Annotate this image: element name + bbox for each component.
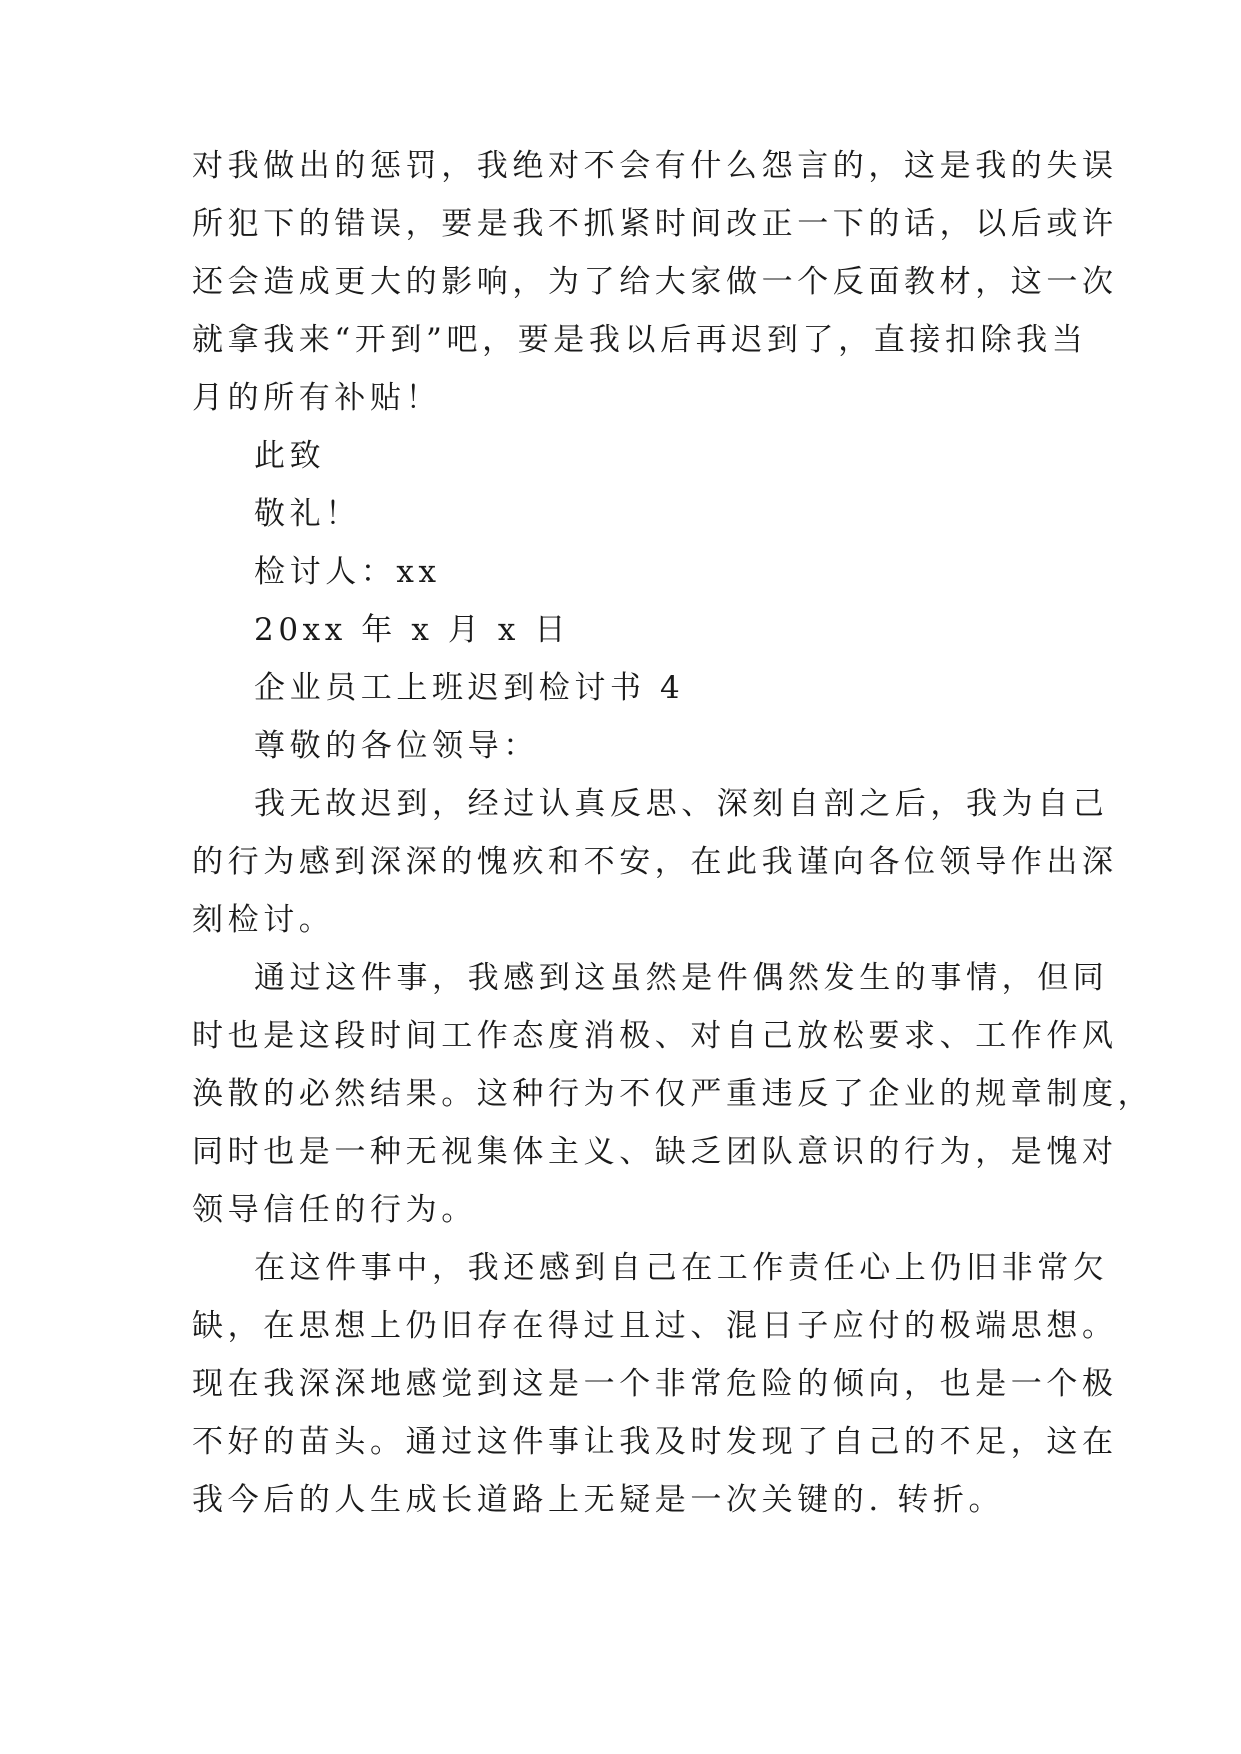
closing-salutation: 此致 bbox=[254, 438, 326, 474]
text-line: 涣散的必然结果。这种行为不仅严重违反了企业的规章制度， bbox=[192, 1076, 1154, 1112]
signature-line: 检讨人：xx bbox=[254, 554, 441, 590]
text-line: 我今后的人生成长道路上无疑是一次关键的. 转折。 bbox=[192, 1482, 1005, 1518]
text-line: 刻检讨。 bbox=[192, 902, 335, 938]
greeting-line: 尊敬的各位领导： bbox=[254, 728, 539, 764]
text-line: 月的所有补贴！ bbox=[192, 380, 442, 416]
text-line: 在这件事中，我还感到自己在工作责任心上仍旧非常欠 bbox=[254, 1250, 1109, 1286]
closing-regards: 敬礼！ bbox=[254, 496, 361, 532]
date-line: 20xx 年 x 月 x 日 bbox=[254, 612, 571, 648]
text-line: 对我做出的惩罚，我绝对不会有什么怨言的，这是我的失误 bbox=[192, 148, 1118, 184]
text-line: 现在我深深地感觉到这是一个非常危险的倾向，也是一个极 bbox=[192, 1366, 1118, 1402]
text-line: 领导信任的行为。 bbox=[192, 1192, 477, 1228]
text-line: 同时也是一种无视集体主义、缺乏团队意识的行为，是愧对 bbox=[192, 1134, 1118, 1170]
text-line: 就拿我来“开到”吧，要是我以后再迟到了，直接扣除我当 bbox=[192, 322, 1088, 358]
text-line: 缺，在思想上仍旧存在得过且过、混日子应付的极端思想。 bbox=[192, 1308, 1118, 1344]
text-line: 通过这件事，我感到这虽然是件偶然发生的事情，但同 bbox=[254, 960, 1109, 996]
section-title: 企业员工上班迟到检讨书 4 bbox=[254, 670, 685, 706]
text-line: 我无故迟到，经过认真反思、深刻自剖之后，我为自己 bbox=[254, 786, 1109, 822]
text-line: 不好的苗头。通过这件事让我及时发现了自己的不足，这在 bbox=[192, 1424, 1118, 1460]
text-line: 还会造成更大的影响，为了给大家做一个反面教材，这一次 bbox=[192, 264, 1118, 300]
text-line: 所犯下的错误，要是我不抓紧时间改正一下的话，以后或许 bbox=[192, 206, 1118, 242]
text-line: 时也是这段时间工作态度消极、对自己放松要求、工作作风 bbox=[192, 1018, 1118, 1054]
text-line: 的行为感到深深的愧疚和不安，在此我谨向各位领导作出深 bbox=[192, 844, 1118, 880]
